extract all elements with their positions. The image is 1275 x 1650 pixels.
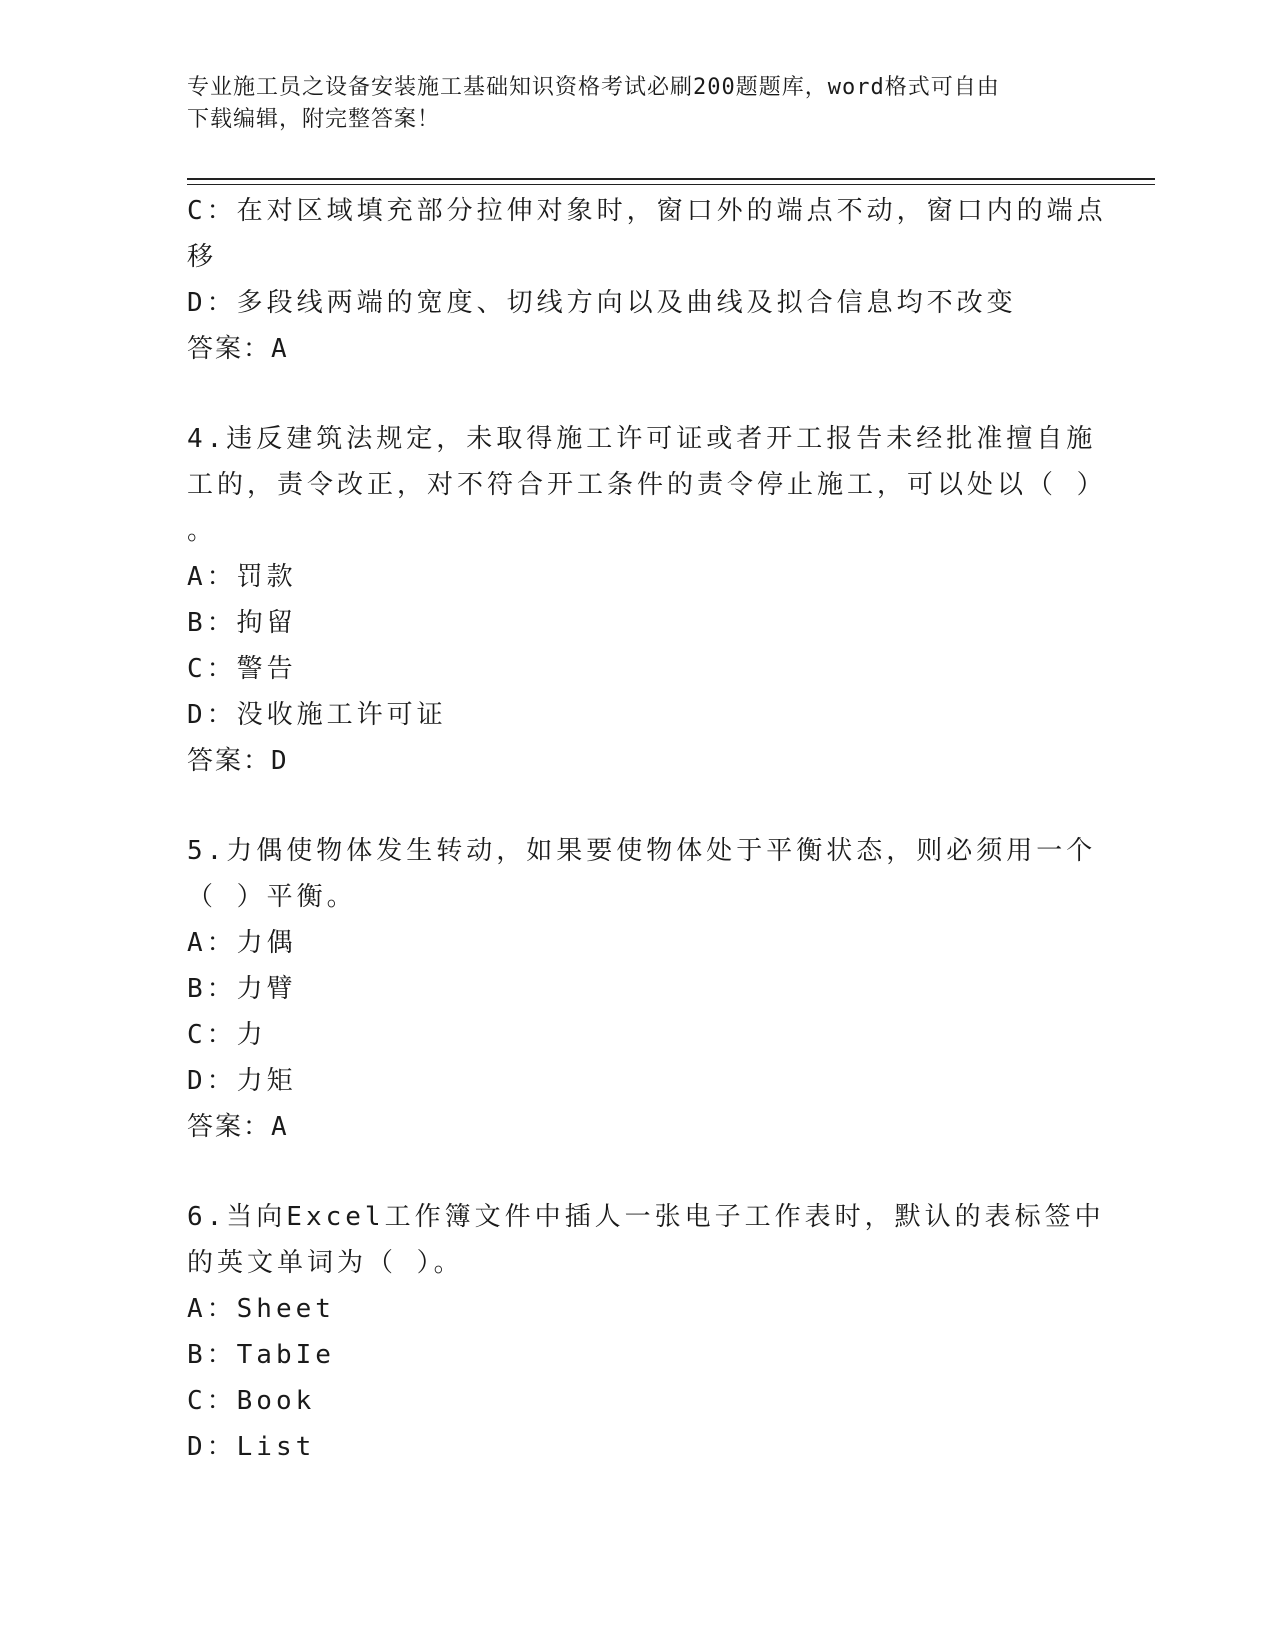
header-line-1: 专业施工员之设备安装施工基础知识资格考试必刷200题题库，word格式可自由 — [187, 75, 1000, 100]
answer: 答案：A — [187, 1112, 289, 1142]
option-c: C：力 — [187, 1020, 267, 1050]
option-c-line-1: C：在对区域填充部分拉伸对象时，窗口外的端点不动，窗口内的端点 — [187, 196, 1107, 226]
option-c-line-2: 移 — [187, 242, 218, 272]
spacer — [187, 372, 1087, 416]
question-stem-line-1: 6.当向Excel工作簿文件中插人一张电子工作表时，默认的表标签中 — [187, 1202, 1105, 1232]
option-b: B：力臂 — [187, 974, 297, 1004]
option-d: D：多段线两端的宽度、切线方向以及曲线及拟合信息均不改变 — [187, 288, 1017, 318]
question-list — [187, 188, 1107, 1470]
option-d: D：没收施工许可证 — [187, 700, 447, 730]
header-rule-thin — [187, 184, 1155, 185]
question-3 — [187, 188, 1107, 372]
question-stem-line-1: 5.力偶使物体发生转动，如果要使物体处于平衡状态，则必须用一个 — [187, 836, 1097, 866]
question-5 — [187, 828, 1097, 1150]
question-stem-line-2: 的英文单词为（ ）。 — [187, 1248, 464, 1278]
option-c: C：Book — [187, 1386, 316, 1416]
answer: 答案：D — [187, 746, 289, 776]
header-line-2: 下载编辑，附完整答案！ — [187, 107, 441, 132]
option-d: D：List — [187, 1432, 316, 1462]
question-4 — [187, 416, 1107, 784]
spacer — [187, 1150, 1087, 1194]
question-stem-line-1: 4.违反建筑法规定，未取得施工许可证或者开工报告未经批准擅自施 — [187, 424, 1097, 454]
question-stem-line-3: 。 — [187, 516, 218, 546]
document-header — [187, 72, 1067, 136]
question-6 — [187, 1194, 1105, 1470]
question-stem-line-2: 工的，责令改正，对不符合开工条件的责令停止施工，可以处以（ ） — [187, 470, 1107, 500]
answer: 答案：A — [187, 334, 289, 364]
option-d: D：力矩 — [187, 1066, 297, 1096]
option-a: A：罚款 — [187, 562, 297, 592]
spacer — [187, 784, 1087, 828]
option-c: C：警告 — [187, 654, 297, 684]
header-rule-thick — [187, 178, 1155, 180]
option-b: B：拘留 — [187, 608, 297, 638]
question-stem-line-2: （ ）平衡。 — [187, 882, 357, 912]
option-a: A：Sheet — [187, 1294, 335, 1324]
option-a: A：力偶 — [187, 928, 297, 958]
option-b: B：TabIe — [187, 1340, 335, 1370]
